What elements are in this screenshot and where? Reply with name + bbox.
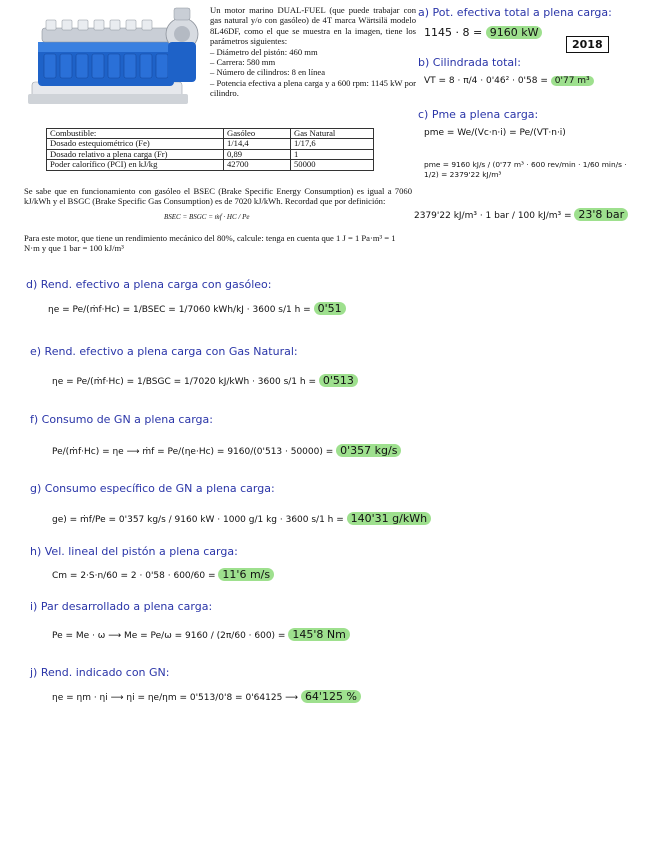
answer-c-expr: 2379'22 kJ/m³ · 1 bar / 100 kJ/m³ = — [414, 211, 572, 221]
answer-j-title: j) Rend. indicado con GN: — [30, 666, 170, 679]
answer-h-expression — [52, 568, 274, 581]
engine-image — [24, 4, 202, 112]
fuel-table — [46, 128, 374, 171]
bsec-paragraph: Se sabe que en funcionamiento con gasóleo el BSEC (Brake Specific Energy Consumption) es igual a 7060 kJ/kWh y el BSGC (Brake Specific Gas Consumption) es de 7020 kJ/kWh. Recordad que por definición: — [24, 186, 412, 207]
table-cell: 1/14,4 — [224, 139, 291, 149]
answer-f-result: 0'357 kg/s — [336, 444, 401, 457]
answer-c-line1: pme = We/(Vc·n·i) = Pe/(VT·n·i) — [424, 128, 566, 138]
answer-f-expression — [52, 444, 401, 457]
table-header: Gasóleo — [224, 129, 291, 139]
answer-d-expr: ηe = Pe/(ṁf·Hc) = 1/BSEC = 1/7060 kWh/kJ · 3600 s/1 h = — [48, 305, 311, 315]
answer-j-result: 64'125 % — [301, 690, 361, 703]
table-cell: 50000 — [291, 160, 374, 170]
answer-e-title: e) Rend. efectivo a plena carga con Gas Natural: — [30, 345, 298, 358]
answer-g-title: g) Consumo específico de GN a plena carga: — [30, 482, 275, 495]
table-row — [47, 160, 374, 170]
answer-a-expr: 1145 · 8 = — [424, 26, 483, 39]
table-row — [47, 139, 374, 149]
answer-h-expr: Cm = 2·S·n/60 = 2 · 0'58 · 600/60 = — [52, 571, 216, 581]
answer-b-expression — [424, 76, 594, 86]
answer-d-title: d) Rend. efectivo a plena carga con gasóleo: — [26, 278, 272, 291]
answer-i-title: i) Par desarrollado a plena carga: — [30, 600, 213, 613]
answer-b-result: 0'77 m³ — [551, 76, 594, 86]
answer-c-title: c) Pme a plena carga: — [418, 108, 539, 121]
table-cell: Dosado relativo a plena carga (Fr) — [47, 149, 224, 159]
answer-f-title: f) Consumo de GN a plena carga: — [30, 413, 213, 426]
problem-intro — [210, 5, 416, 99]
answer-c-line3 — [414, 208, 628, 221]
answer-d-result: 0'51 — [314, 302, 346, 315]
answer-h-result: 11'6 m/s — [218, 568, 274, 581]
table-cell: Dosado estequiométrico (Fe) — [47, 139, 224, 149]
intro-paragraph: Un motor marino DUAL-FUEL (que puede trabajar con gas natural y/o con gasóleo) de 4T marca Wärtsilä modelo 8L46DF, como el que se muestra en la imagen, tiene los parámetros siguientes: — [210, 5, 416, 47]
table-cell: Poder calorífico (PCI) en kJ/kg — [47, 160, 224, 170]
answer-a-title: a) Pot. efectiva total a plena carga: — [418, 6, 612, 19]
table-header: Gas Natural — [291, 129, 374, 139]
table-cell: 0,89 — [224, 149, 291, 159]
table-cell: 42700 — [224, 160, 291, 170]
param-cylinders: – Número de cilindros: 8 en línea — [210, 67, 326, 78]
answer-e-expression — [52, 374, 358, 387]
answer-c-line2: pme = 9160 kJ/s / (0'77 m³ · 600 rev/min · 1/60 min/s · 1/2) = 2379'22 kJ/m³ — [424, 160, 627, 179]
answer-j-expression — [52, 690, 361, 703]
table-header-row — [47, 129, 374, 139]
answer-e-expr: ηe = Pe/(ṁf·Hc) = 1/BSGC = 1/7020 kJ/kWh · 3600 s/1 h = — [52, 377, 316, 387]
year-box: 2018 — [566, 36, 609, 53]
answer-b-expr: VT = 8 · π/4 · 0'46² · 0'58 = — [424, 76, 548, 86]
instructions-paragraph: Para este motor, que tiene un rendimiento mecánico del 80%, calcule: tenga en cuenta que 1 J = 1 Pa·m³ = 1 N·m y que 1 bar = 100 kJ/m³ — [24, 233, 396, 254]
answer-i-result: 145'8 Nm — [288, 628, 349, 641]
answer-h-title: h) Vel. lineal del pistón a plena carga: — [30, 545, 238, 558]
table-row — [47, 149, 374, 159]
param-stroke: – Carrera: 580 mm — [210, 57, 276, 68]
answer-g-expr: ge) = ṁf/Pe = 0'357 kg/s / 9160 kW · 1000 g/1 kg · 3600 s/1 h = — [52, 515, 344, 525]
answer-f-expr: Pe/(ṁf·Hc) = ηe ⟶ ṁf = Pe/(ηe·Hc) = 9160/(0'513 · 50000) = — [52, 447, 334, 457]
answer-i-expr: Pe = Me · ω ⟶ Me = Pe/ω = 9160 / (2π/60 · 600) = — [52, 631, 286, 641]
answer-j-expr: ηe = ηm · ηi ⟶ ηi = ηe/ηm = 0'513/0'8 = 0'64125 ⟶ — [52, 693, 299, 703]
answer-d-expression — [48, 302, 346, 315]
bsec-formula: BSEC = BSGC = ṁf · HC / Pe — [164, 213, 250, 221]
answer-a-expression — [424, 26, 542, 39]
table-cell: 1 — [291, 149, 374, 159]
table-header: Combustible: — [47, 129, 224, 139]
answer-a-result: 9160 kW — [486, 26, 543, 39]
answer-g-result: 140'31 g/kWh — [347, 512, 431, 525]
answer-i-expression — [52, 628, 350, 641]
param-diameter: – Diámetro del pistón: 460 mm — [210, 46, 318, 57]
answer-b-title: b) Cilindrada total: — [418, 56, 521, 69]
param-power: – Potencia efectiva a plena carga y a 600 rpm: 1145 kW por cilindro. — [210, 77, 416, 99]
table-cell: 1/17,6 — [291, 139, 374, 149]
answer-g-expression — [52, 512, 431, 525]
answer-c-result: 23'8 bar — [574, 208, 628, 221]
answer-e-result: 0'513 — [319, 374, 358, 387]
